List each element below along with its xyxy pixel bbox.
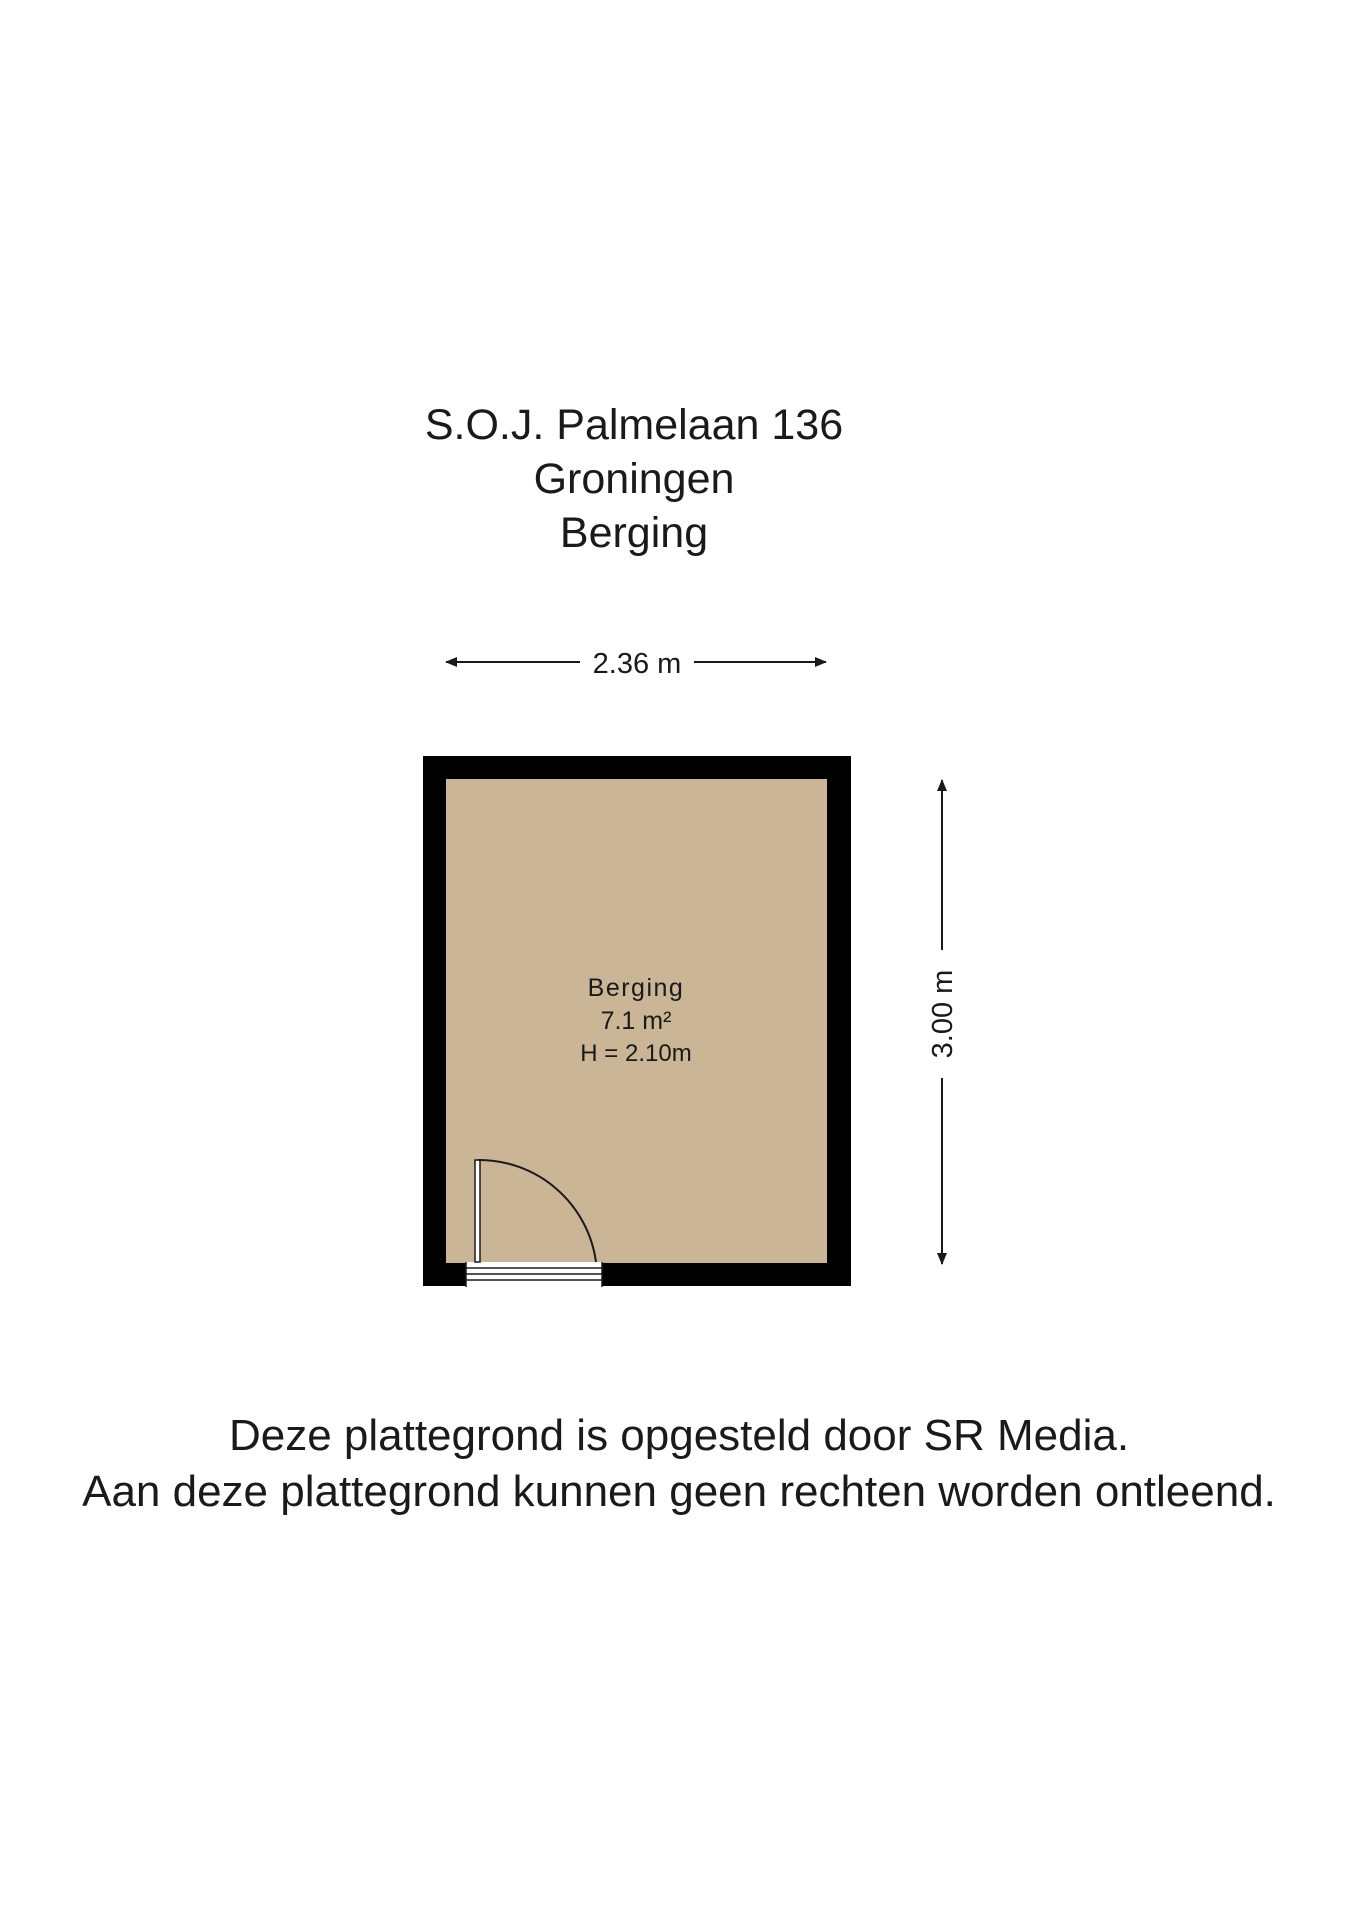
disclaimer-line-2: Aan deze plattegrond kunnen geen rechten worden ontleend. <box>82 1467 1276 1516</box>
address-street: S.O.J. Palmelaan 136 <box>424 401 844 449</box>
height-dimension <box>927 780 959 1264</box>
room-area: 7.1 m² <box>600 1007 672 1035</box>
disclaimer-line-1: Deze plattegrond is opgesteld door SR Media. <box>228 1411 1130 1460</box>
room-name: Berging <box>587 974 685 1002</box>
door-leaf <box>475 1160 480 1262</box>
width-dimension-label: 2.36 m <box>592 648 682 680</box>
disclaimer <box>0 1408 1358 1520</box>
floor-name: Berging <box>559 509 709 557</box>
room-height: H = 2.10m <box>580 1040 692 1067</box>
height-dimension-label: 3.00 m <box>927 969 959 1059</box>
width-dimension <box>446 648 826 680</box>
address-city: Groningen <box>533 455 735 503</box>
